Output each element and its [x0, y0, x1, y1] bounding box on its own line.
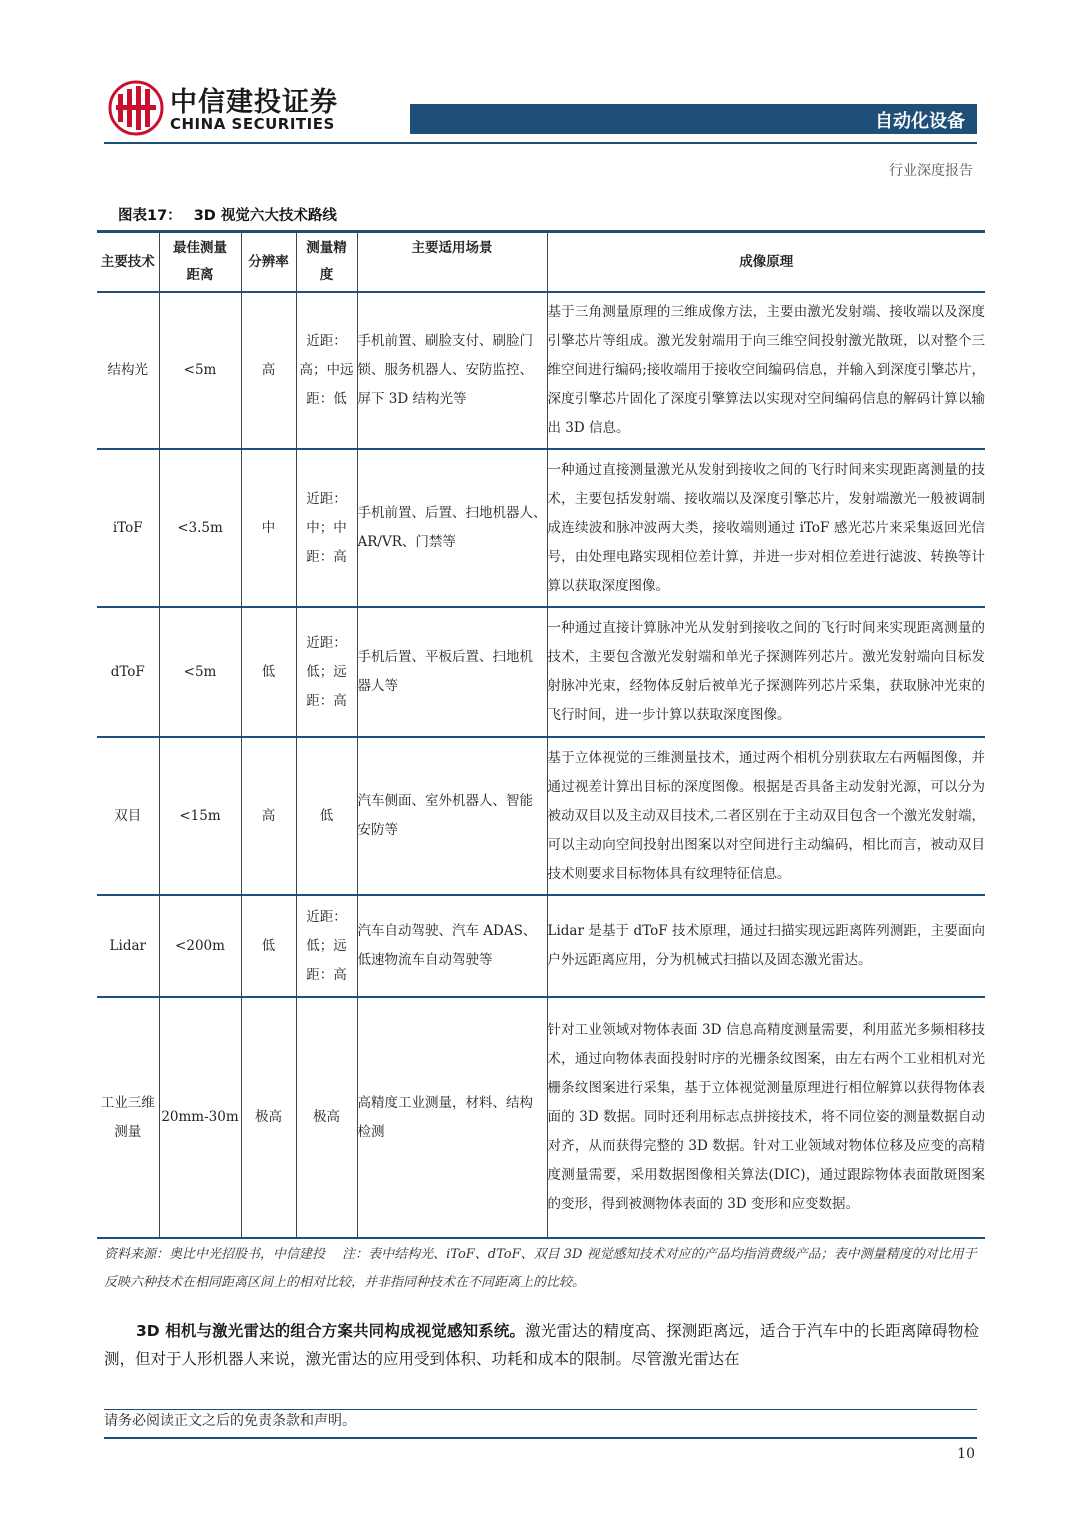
acc-line: 近距： [306, 333, 347, 349]
cell-resolution: 高 [241, 292, 296, 449]
cell-distance: <3.5m [159, 449, 241, 607]
scene-line: 手机前置、刷脸支付、刷脸门 [357, 333, 533, 349]
scene-line: 汽车自动驾驶、汽车 ADAS、 [357, 923, 537, 939]
table-row [97, 449, 985, 607]
cell-resolution: 低 [241, 607, 296, 737]
disclaimer: 请务必阅读正文之后的免责条款和声明。 [104, 1413, 356, 1429]
source-note: 资料来源：奥比中光招股书，中信建投 注：表中结构光、iToF、dToF、双目 3D 视觉感知技术对应的产品均指消费级产品；表中测量精度的对比用于反映六种技术在相同距离区间上的相对比较，并非指同种技术在不同距离上的比较。 [104, 1247, 977, 1290]
cell-principle: 基于三角测量原理的三维成像方法，主要由激光发射端、接收端以及深度引擎芯片等组成。激光发射端用于向三维空间投射激光散斑，以对整个三维空间进行编码;接收端用于接收空间编码信息，并输入到深度引擎芯片，深度引擎芯片固化了深度引擎算法以实现对空间编码信息的解码计算以输出 3D 信息。 [547, 292, 985, 449]
tech-route-table [97, 230, 985, 1239]
tech-line: 结构光 [107, 362, 148, 378]
acc-line: 中；中 [306, 519, 347, 536]
cell-resolution: 极高 [241, 997, 296, 1238]
scene-line: 屏下 3D 结构光等 [357, 391, 467, 407]
cell-scenario [357, 895, 547, 997]
table-row [97, 895, 985, 997]
table-row [97, 737, 985, 895]
figure-caption: 3D 视觉六大技术路线 [193, 208, 337, 224]
tech-line: 双目 [114, 807, 142, 824]
figure-title [118, 204, 337, 225]
cell-scenario [357, 737, 547, 895]
header-scenario: 主要适用场景 [357, 232, 547, 293]
scene-line: 锁、服务机器人、安防监控、 [357, 362, 533, 378]
tech-line: 测量 [114, 1123, 142, 1140]
cell-distance: 20mm-30m [159, 997, 241, 1238]
table-row [97, 607, 985, 737]
cell-scenario [357, 292, 547, 449]
acc-line: 高；中远 [299, 362, 354, 378]
figure-label: 图表17： [118, 208, 182, 224]
cell-accuracy [296, 895, 357, 997]
cell-principle: 基于立体视觉的三维测量技术，通过两个相机分别获取左右两幅图像，并通过视差计算出目标的深度图像。根据是否具备主动发射光源，可以分为被动双目以及主动双目技术,二者区别在于主动双目包含一个激光发射端，可以主动向空间投射出图案以对空间进行主动编码，相比而言，被动双目技术则要求目标物体具有纹理特征信息。 [547, 737, 985, 895]
brand-name-cn: 中信建投证券 [170, 87, 338, 118]
acc-line: 近距： [306, 908, 347, 925]
acc-line: 低 [319, 807, 334, 824]
brand-name-en: CHINA SECURITIES [170, 115, 335, 133]
cell-resolution: 中 [241, 449, 296, 607]
cell-distance: <5m [159, 607, 241, 737]
cell-principle: 针对工业领域对物体表面 3D 信息高精度测量需要，利用蓝光多频相移技术，通过向物体表面投射时序的光栅条纹图案，由左右两个工业相机对光栅条纹图案进行采集，基于立体视觉测量原理进行相位解算以获得物体表面的 3D 数据。同时还利用标志点拼接技术，将不同位姿的测量数据自动对齐，从而获得完整的 3D 数据。针对工业领域对物体位移及应变的高精度测量需要，采用数据图像相关算法(DIC)，通过跟踪物体表面散斑图案的变形，得到被测物体表面的 3D 变形和应变数据。 [547, 997, 985, 1238]
scene-line: 安防等 [357, 822, 398, 838]
cell-scenario [357, 997, 547, 1238]
company-logo-icon [108, 80, 164, 136]
cell-tech [97, 449, 159, 607]
table-row [97, 997, 985, 1238]
cell-tech [97, 292, 159, 449]
scene-line: 高精度工业测量，材料、结构 [357, 1094, 533, 1111]
cell-distance: <15m [159, 737, 241, 895]
cell-distance: <5m [159, 292, 241, 449]
footer-divider-bottom [104, 1437, 977, 1439]
acc-line: 距：低 [306, 391, 347, 407]
cell-accuracy [296, 997, 357, 1238]
cell-distance: <200m [159, 895, 241, 997]
header-accuracy: 测量精 度 [296, 232, 357, 293]
scene-line: 汽车侧面、室外机器人、智能 [357, 793, 533, 809]
paragraph-lead: 3D 相机与激光雷达的组合方案共同构成视觉感知系统。 [136, 1322, 526, 1340]
cell-accuracy [296, 449, 357, 607]
section-title: 自动化设备 [875, 111, 965, 132]
cell-resolution: 高 [241, 737, 296, 895]
cell-scenario [357, 607, 547, 737]
header-distance: 最佳测量 距离 [159, 232, 241, 293]
tech-line: Lidar [109, 937, 146, 954]
cell-accuracy [296, 607, 357, 737]
tech-line: dToF [110, 663, 145, 680]
acc-line: 距：高 [306, 548, 347, 565]
scene-line: 低速物流车自动驾驶等 [357, 952, 493, 968]
header-tech: 主要技术 [97, 232, 159, 293]
acc-line: 极高 [313, 1109, 340, 1125]
header-resolution: 分辨率 [241, 232, 296, 293]
table-row [97, 292, 985, 449]
section-banner [410, 104, 977, 134]
cell-principle: 一种通过直接计算脉冲光从发射到接收之间的飞行时间来实现距离测量的技术，主要包含激光发射端和单光子探测阵列芯片。激光发射端向目标发射脉冲光束，经物体反射后被单光子探测阵列芯片采集，获取脉冲光束的飞行时间，进一步计算以获取深度图像。 [547, 607, 985, 737]
tech-line: 工业三维 [100, 1094, 155, 1111]
page-number: 10 [957, 1446, 975, 1462]
acc-line: 近距： [306, 490, 347, 507]
cell-accuracy [296, 292, 357, 449]
cell-principle: 一种通过直接测量激光从发射到接收之间的飞行时间来实现距离测量的技术，主要包括发射端、接收端以及深度引擎芯片，发射端激光一般被调制成连续波和脉冲波两大类，接收端则通过 iToF 感光芯片来采集返回光信号，由处理电路实现相位差计算，并进一步对相位差进行滤波、转换等计算以获取深度图像。 [547, 449, 985, 607]
scene-line: 检测 [357, 1123, 385, 1140]
cell-principle: Lidar 是基于 dToF 技术原理，通过扫描实现远距离阵列测距，主要面向户外远距离应用，分为机械式扫描以及固态激光雷达。 [547, 895, 985, 997]
cell-tech [97, 737, 159, 895]
acc-line: 距：高 [306, 692, 347, 709]
footer-divider-top [104, 1409, 977, 1410]
cell-tech [97, 997, 159, 1238]
scene-line: AR/VR、门禁等 [357, 534, 456, 550]
tech-line: iToF [112, 519, 143, 536]
cell-accuracy [296, 737, 357, 895]
acc-line: 近距： [306, 634, 347, 651]
acc-line: 低；远 [306, 937, 347, 954]
scene-line: 器人等 [357, 678, 398, 694]
header-divider [104, 142, 977, 144]
cell-resolution: 低 [241, 895, 296, 997]
report-type: 行业深度报告 [889, 163, 973, 179]
cell-scenario [357, 449, 547, 607]
header-principle: 成像原理 [547, 232, 985, 293]
cell-tech [97, 895, 159, 997]
cell-tech [97, 607, 159, 737]
acc-line: 距：高 [306, 966, 347, 983]
acc-line: 低；远 [306, 663, 347, 680]
scene-line: 手机前置、后置、扫地机器人、 [357, 505, 547, 521]
table-header-row [97, 232, 985, 293]
paragraph-text: 激光雷达的精度高、探测距离远，适合于汽车中的长距离障碍物检测，但对于人形机器人来说，激光雷达的应用受到体积、功耗和成本的限制。尽管激光雷达在 [104, 1322, 979, 1368]
body-paragraph [104, 1317, 979, 1373]
scene-line: 手机后置、平板后置、扫地机 [357, 649, 533, 665]
